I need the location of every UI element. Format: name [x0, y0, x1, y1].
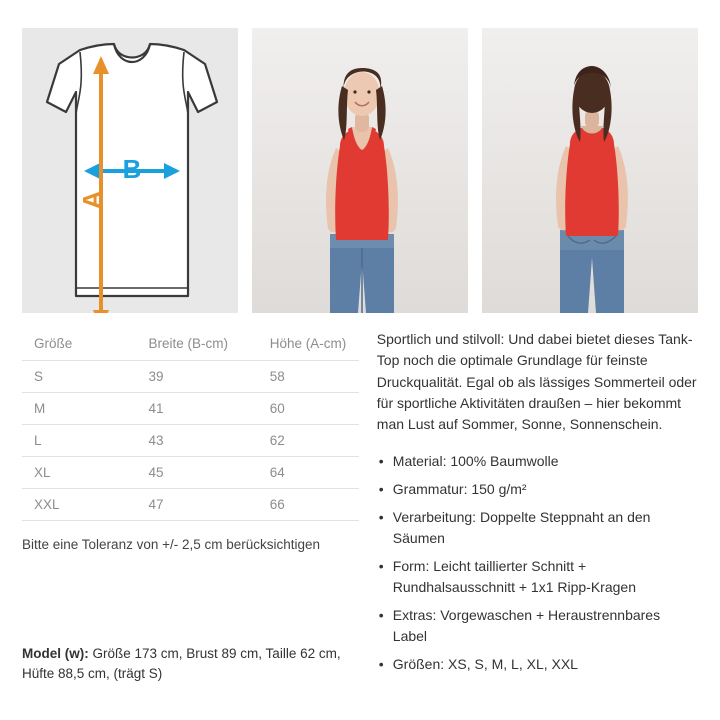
- list-item: [377, 479, 698, 500]
- bullet-icon: •: [378, 481, 384, 498]
- size-chart-column: [22, 327, 359, 682]
- bullet-icon: •: [378, 656, 384, 673]
- table-row: [22, 425, 359, 457]
- list-item: [377, 556, 698, 598]
- table-header-height: Höhe (A-cm): [258, 327, 359, 361]
- bullet-icon: •: [378, 509, 384, 526]
- cell-size: S: [22, 361, 137, 393]
- cell-width: 41: [137, 393, 258, 425]
- feature-text: Material: 100% Baumwolle: [392, 453, 559, 470]
- table-row: [22, 457, 359, 489]
- list-item: [377, 654, 698, 675]
- cell-width: 45: [137, 457, 258, 489]
- feature-text: Verarbeitung: Doppelte Steppnaht an den Säumen: [392, 509, 651, 547]
- model-back-photo: [482, 28, 698, 313]
- table-header-size: Größe: [22, 327, 137, 361]
- cell-height: 62: [258, 425, 359, 457]
- list-item: [377, 605, 698, 647]
- product-description: Sportlich und stilvoll: Und dabei bietet dieses Tank-Top noch die optimale Grundlage für feinste Druckqualität. Egal ob als lässiges Sommerteil oder für sportliche Aktivitäten draußen – hier bekommt man Lust auf Sommer, Sonne, Sonnenschein.: [376, 331, 697, 433]
- description-column: [377, 327, 698, 682]
- cell-height: 58: [258, 361, 359, 393]
- tolerance-note: Bitte eine Toleranz von +/- 2,5 cm berücksichtigen: [22, 537, 321, 552]
- size-table: [22, 327, 359, 521]
- list-item: [377, 451, 698, 472]
- cell-size: L: [22, 425, 137, 457]
- bullet-icon: •: [378, 453, 384, 470]
- feature-list: [377, 451, 698, 675]
- model-front-illustration: [252, 28, 468, 313]
- tank-top-diagram-icon: [22, 28, 238, 313]
- image-row: [22, 28, 698, 313]
- model-back-illustration: [482, 28, 698, 313]
- size-diagram: [22, 28, 238, 313]
- list-item: [377, 507, 698, 549]
- cell-height: 64: [258, 457, 359, 489]
- cell-width: 43: [137, 425, 258, 457]
- feature-text: Größen: XS, S, M, L, XL, XXL: [392, 656, 578, 673]
- cell-height: 60: [258, 393, 359, 425]
- model-front-photo: [252, 28, 468, 313]
- diagram-label-b: B: [122, 154, 142, 184]
- bullet-icon: •: [378, 607, 384, 624]
- table-row: [22, 361, 359, 393]
- cell-width: 47: [137, 489, 258, 521]
- feature-text: Grammatur: 150 g/m²: [392, 481, 527, 498]
- cell-height: 66: [258, 489, 359, 521]
- model-note-text: Größe 173 cm, Brust 89 cm, Taille 62 cm, Hüfte 88,5 cm, (trägt S): [22, 645, 341, 681]
- feature-text: Extras: Vorgewaschen + Heraustrennbares Label: [392, 607, 661, 645]
- diagram-label-a: A: [77, 190, 107, 210]
- cell-size: XXL: [22, 489, 137, 521]
- bullet-icon: •: [378, 558, 384, 575]
- model-measurements-note: [22, 644, 374, 685]
- table-row: [22, 489, 359, 521]
- cell-size: M: [22, 393, 137, 425]
- table-row: [22, 393, 359, 425]
- cell-size: XL: [22, 457, 137, 489]
- table-header-width: Breite (B-cm): [137, 327, 258, 361]
- cell-width: 39: [137, 361, 258, 393]
- feature-text: Form: Leicht taillierter Schnitt + Rundhalsausschnitt + 1x1 Ripp-Kragen: [392, 558, 636, 596]
- content-row: [22, 327, 698, 682]
- model-note-label: Model (w):: [22, 645, 89, 661]
- table-header-row: [22, 327, 359, 361]
